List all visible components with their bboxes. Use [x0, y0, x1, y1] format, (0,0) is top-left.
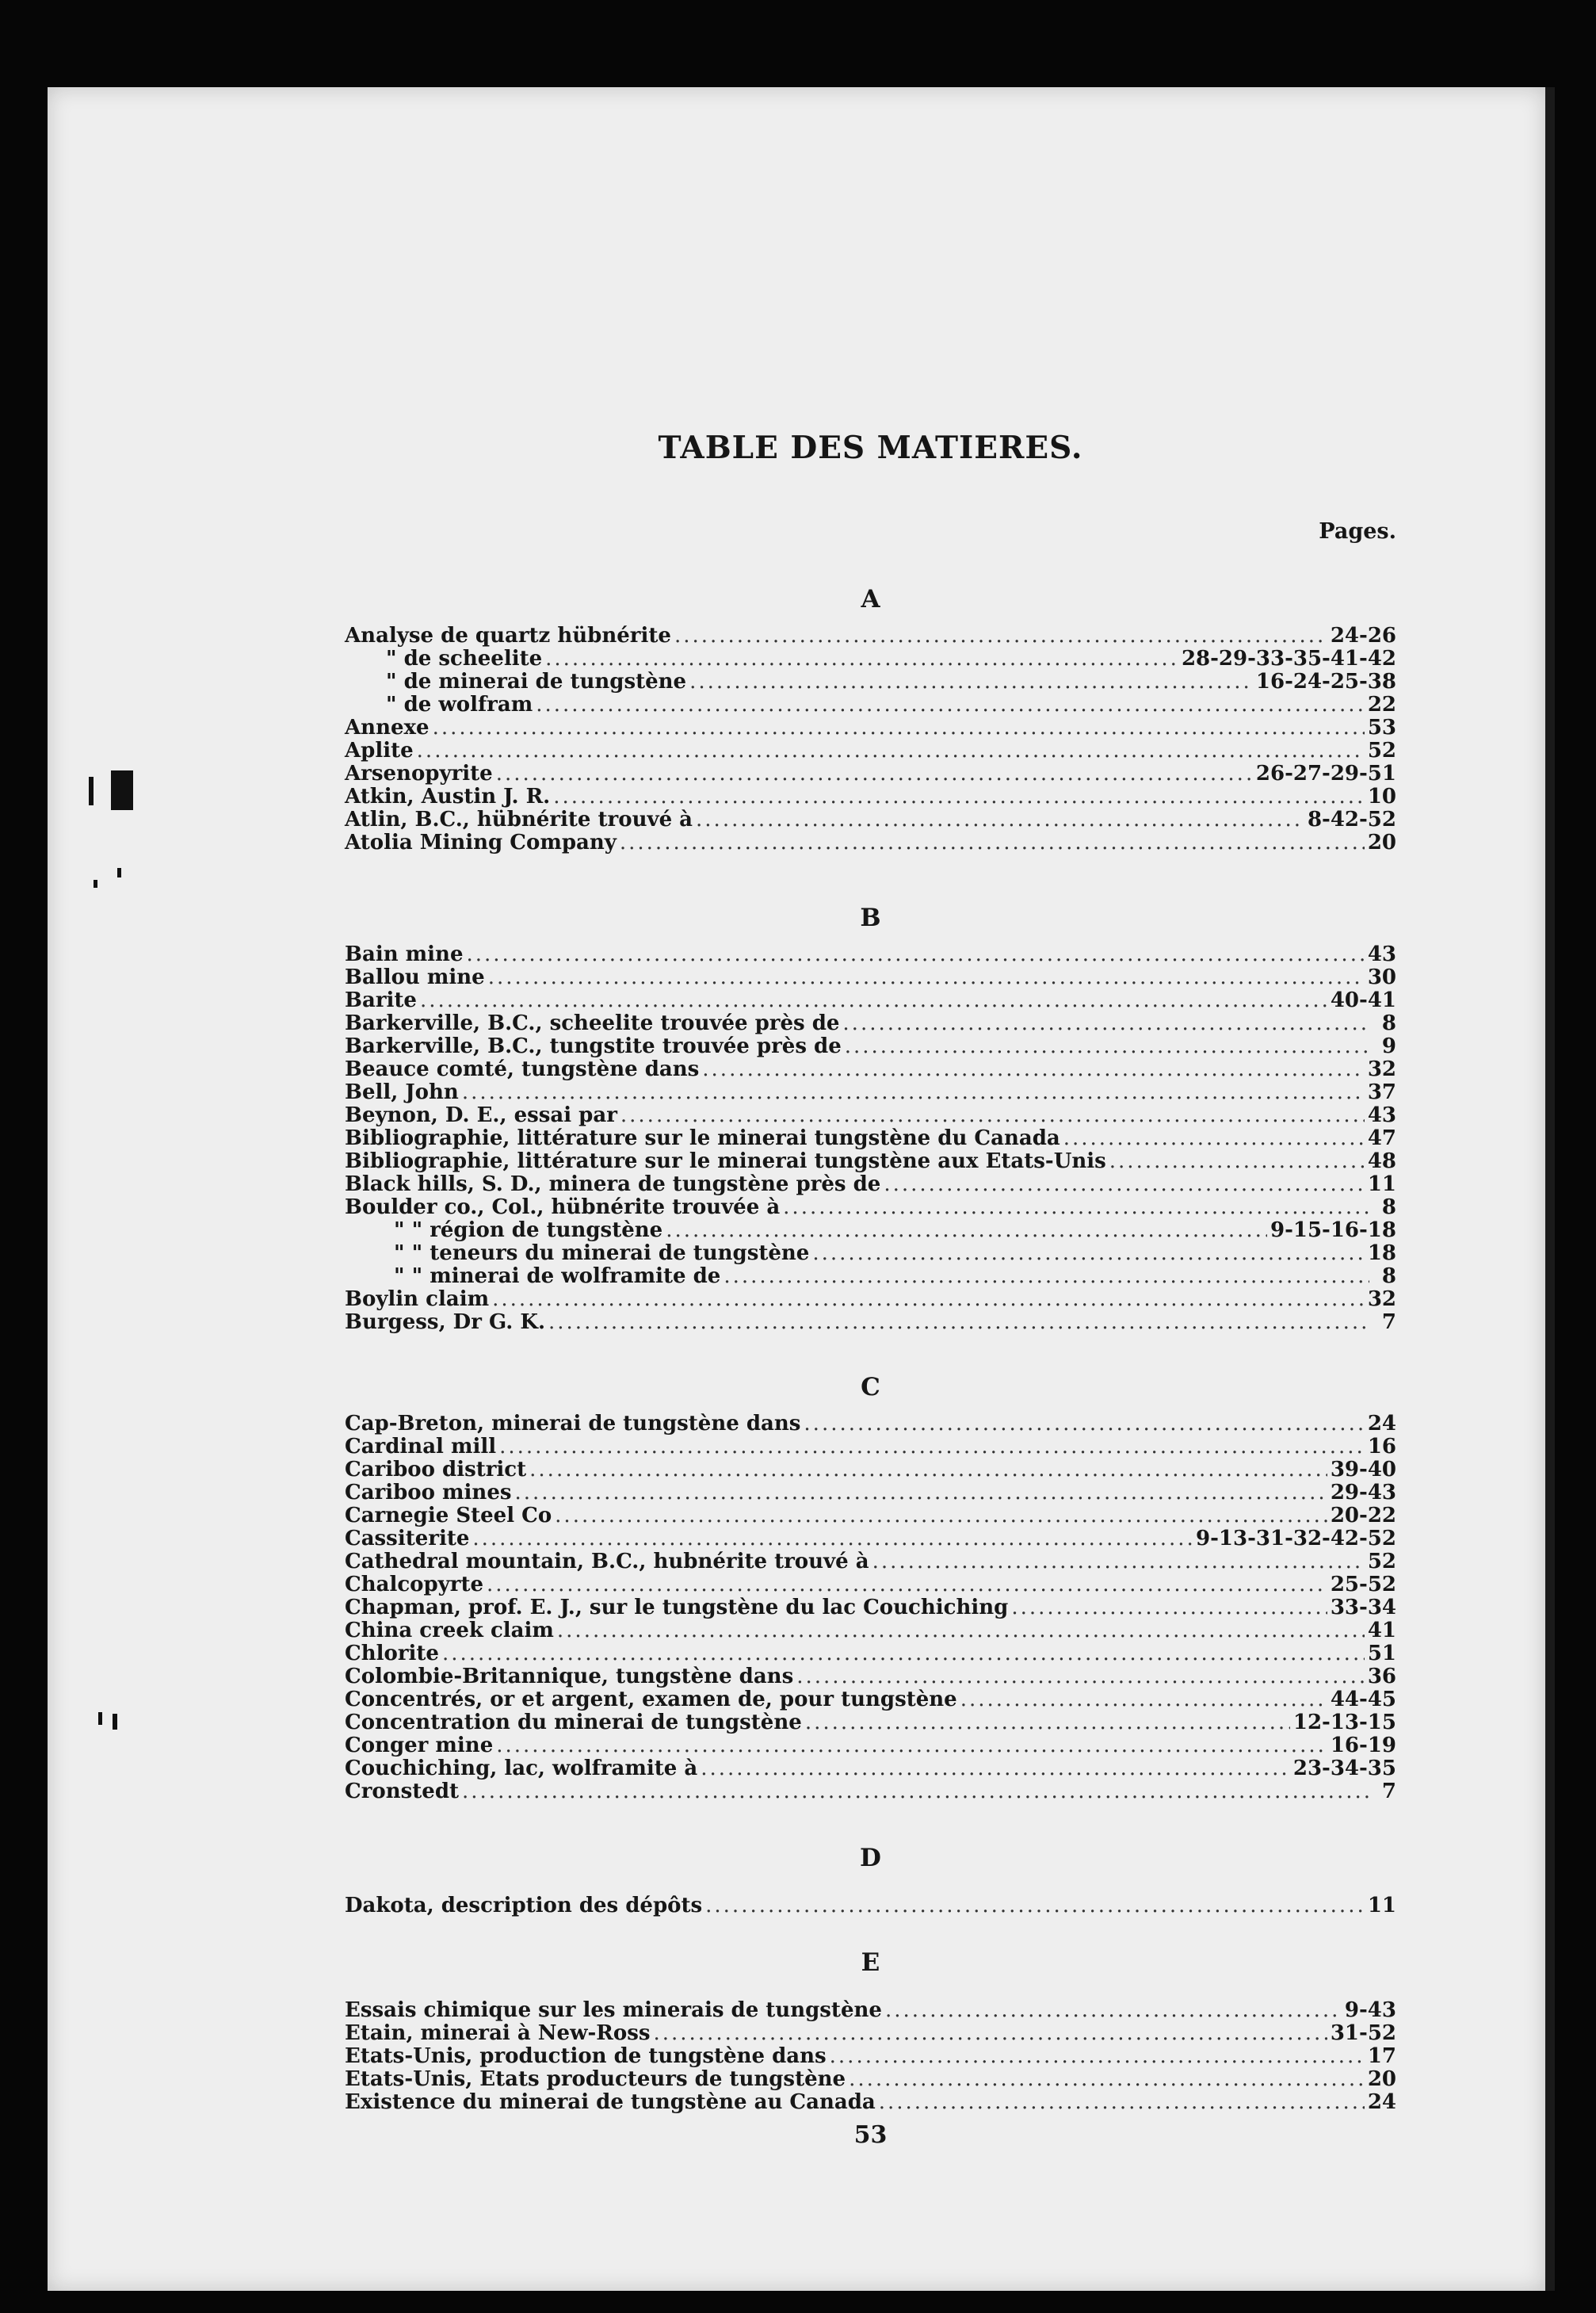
index-entry	[345, 671, 1396, 694]
leader-dots	[620, 832, 1365, 854]
index-entry	[345, 1573, 1396, 1596]
page-title: TABLE DES MATIERES.	[658, 430, 1083, 466]
entry-pages: 20	[1367, 831, 1396, 854]
entry-pages: 16	[1367, 1435, 1396, 1459]
page-number: 53	[853, 2121, 888, 2149]
entry-text: Dakota, description des dépôts	[345, 1894, 703, 1917]
leader-dots	[420, 989, 1327, 1012]
entry-pages: 26-27-29-51	[1255, 762, 1396, 786]
entry-text: China creek claim	[345, 1619, 554, 1642]
index-entry	[345, 2068, 1396, 2091]
leader-dots	[496, 763, 1253, 786]
entry-text: Etain, minerai à New-Ross	[345, 2021, 651, 2045]
entry-text: Aplite	[345, 739, 414, 763]
entry-text: Atolia Mining Company	[345, 831, 617, 854]
index-entry	[345, 1780, 1396, 1803]
entry-pages: 24	[1367, 2090, 1396, 2114]
leader-dots	[842, 1012, 1369, 1035]
index-entry	[345, 1894, 1396, 1917]
leader-dots	[805, 1711, 1290, 1734]
entry-pages: 24-26	[1330, 624, 1396, 648]
leader-dots	[674, 625, 1327, 648]
entry-text: Boulder co., Col., hübnérite trouvée à	[345, 1195, 781, 1219]
entry-pages: 52	[1367, 739, 1396, 763]
leader-dots	[689, 671, 1253, 694]
entry-pages: 43	[1367, 942, 1396, 966]
entry-text: Existence du minerai de tungstène au Canada	[345, 2090, 876, 2114]
entry-text: Bell, John	[345, 1080, 459, 1104]
entry-pages: 40-41	[1330, 988, 1396, 1012]
index-entry	[345, 1288, 1396, 1311]
entry-pages: 23-34-35	[1292, 1757, 1396, 1780]
index-entry	[345, 1242, 1396, 1265]
leader-dots	[472, 1527, 1193, 1550]
entry-pages: 32	[1367, 1287, 1396, 1311]
entry-pages: 7	[1381, 1310, 1396, 1334]
leader-dots	[696, 809, 1304, 832]
entry-pages: 47	[1367, 1126, 1396, 1150]
index-entry	[345, 1734, 1396, 1757]
index-entry	[345, 1504, 1396, 1527]
entry-text: Cap-Breton, minerai de tungstène dans	[345, 1412, 801, 1436]
leader-dots	[804, 1413, 1364, 1436]
entry-text: Bain mine	[345, 942, 464, 966]
section-letter: A	[861, 585, 880, 614]
leader-dots	[885, 1999, 1342, 2022]
entry-pages: 31-52	[1330, 2021, 1396, 2045]
entry-text: Conger mine	[345, 1734, 494, 1757]
margin-mark	[113, 1714, 117, 1730]
index-entry	[345, 832, 1396, 854]
leader-dots	[960, 1688, 1327, 1711]
leader-dots	[701, 1757, 1290, 1780]
entry-text: Cathedral mountain, B.C., hubnérite trouvé à	[345, 1550, 869, 1573]
index-entry	[345, 648, 1396, 671]
index-entry	[345, 1219, 1396, 1242]
index-entry	[345, 1642, 1396, 1665]
index-entry	[345, 1688, 1396, 1711]
leader-dots	[462, 1780, 1369, 1803]
leader-dots	[515, 1481, 1327, 1504]
index-entry	[345, 740, 1396, 763]
index-entry	[345, 2022, 1396, 2045]
entry-text: " de wolfram	[386, 693, 533, 717]
index-entry	[345, 1173, 1396, 1196]
entry-text: Cardinal mill	[345, 1435, 497, 1459]
section-letter: E	[861, 1948, 880, 1977]
leader-dots	[442, 1642, 1365, 1665]
leader-dots	[557, 1619, 1365, 1642]
margin-mark	[94, 880, 97, 888]
entry-text: Cariboo mines	[345, 1481, 512, 1504]
entry-pages: 20	[1367, 2067, 1396, 2091]
index-entry	[345, 1058, 1396, 1081]
leader-dots	[1109, 1150, 1365, 1173]
entry-pages: 10	[1367, 785, 1396, 809]
leader-dots	[536, 694, 1365, 717]
entry-pages: 36	[1367, 1665, 1396, 1688]
entry-pages: 24	[1367, 1412, 1396, 1436]
entry-pages: 8	[1381, 1011, 1396, 1035]
entry-text: Barkerville, B.C., tungstite trouvée près de	[345, 1034, 842, 1058]
entry-pages: 8	[1381, 1195, 1396, 1219]
index-entry	[345, 625, 1396, 648]
section-e	[345, 1948, 1396, 2114]
entry-pages: 9	[1381, 1034, 1396, 1058]
index-entry	[345, 1035, 1396, 1058]
leader-dots	[487, 1573, 1327, 1596]
entry-pages: 20-22	[1330, 1504, 1396, 1527]
index-entry	[345, 1413, 1396, 1436]
entry-text: Chapman, prof. E. J., sur le tungstène du lac Couchiching	[345, 1596, 1009, 1619]
entry-pages: 44-45	[1330, 1688, 1396, 1711]
index-entry	[345, 1999, 1396, 2022]
entry-text: Chlorite	[345, 1642, 439, 1665]
leader-dots	[666, 1219, 1267, 1242]
entry-text: Barite	[345, 988, 417, 1012]
leader-dots	[553, 786, 1365, 809]
entry-pages: 30	[1367, 965, 1396, 989]
index-entry	[345, 1596, 1396, 1619]
index-entry	[345, 1012, 1396, 1035]
entry-text: Couchiching, lac, wolframite à	[345, 1757, 698, 1780]
leader-dots	[724, 1265, 1369, 1288]
entry-pages: 8	[1381, 1264, 1396, 1288]
leader-dots	[783, 1196, 1369, 1219]
entry-pages: 28-29-33-35-41-42	[1181, 647, 1396, 671]
entry-pages: 52	[1367, 1550, 1396, 1573]
leader-dots	[653, 2022, 1327, 2045]
entry-pages: 11	[1367, 1894, 1396, 1917]
leader-dots	[529, 1459, 1327, 1481]
entry-pages: 43	[1367, 1103, 1396, 1127]
leader-dots	[499, 1436, 1365, 1459]
entry-pages: 48	[1367, 1149, 1396, 1173]
index-entry	[345, 1104, 1396, 1127]
entry-pages: 29-43	[1330, 1481, 1396, 1504]
section-d	[345, 1844, 1396, 1917]
entry-text: Beynon, D. E., essai par	[345, 1103, 617, 1127]
entry-text: Burgess, Dr G. K.	[345, 1310, 546, 1334]
leader-dots	[492, 1288, 1365, 1311]
index-entry	[345, 966, 1396, 989]
margin-mark	[89, 777, 94, 805]
entry-pages: 18	[1367, 1241, 1396, 1265]
index-entry	[345, 1550, 1396, 1573]
leader-dots	[620, 1104, 1365, 1127]
leader-dots	[702, 1058, 1365, 1081]
entry-pages: 12-13-15	[1292, 1711, 1396, 1734]
index-entry	[345, 717, 1396, 740]
entry-text: Atkin, Austin J. R.	[345, 785, 551, 809]
leader-dots	[467, 943, 1365, 966]
entry-text: " " minerai de wolframite de	[394, 1264, 721, 1288]
entry-pages: 17	[1367, 2044, 1396, 2068]
leader-dots	[845, 1035, 1369, 1058]
entry-text: " de scheelite	[386, 647, 543, 671]
entry-text: Analyse de quartz hübnérite	[345, 624, 671, 648]
leader-dots	[1011, 1596, 1327, 1619]
leader-dots	[417, 740, 1365, 763]
leader-dots	[796, 1665, 1365, 1688]
leader-dots	[433, 717, 1365, 740]
index-entry	[345, 2091, 1396, 2114]
section-a	[345, 585, 1396, 854]
entry-pages: 22	[1367, 693, 1396, 717]
entry-pages: 39-40	[1330, 1458, 1396, 1481]
entry-text: Cariboo district	[345, 1458, 527, 1481]
entry-text: Annexe	[345, 716, 430, 740]
entry-text: Etats-Unis, production de tungstène dans	[345, 2044, 827, 2068]
entry-pages: 16-24-25-38	[1255, 670, 1396, 694]
margin-mark	[111, 770, 133, 810]
entry-pages: 11	[1367, 1172, 1396, 1196]
entry-text: Barkerville, B.C., scheelite trouvée près de	[345, 1011, 840, 1035]
index-entry	[345, 763, 1396, 786]
index-entry	[345, 1481, 1396, 1504]
entry-pages: 9-15-16-18	[1270, 1218, 1396, 1242]
entry-text: Carnegie Steel Co	[345, 1504, 552, 1527]
margin-mark	[117, 868, 121, 877]
index-entry	[345, 1711, 1396, 1734]
entry-pages: 41	[1367, 1619, 1396, 1642]
index-entry	[345, 1527, 1396, 1550]
entry-text: Chalcopyrte	[345, 1573, 484, 1596]
entry-text: Atlin, B.C., hübnérite trouvé à	[345, 808, 693, 832]
entry-text: Ballou mine	[345, 965, 485, 989]
entry-text: Colombie-Britannique, tungstène dans	[345, 1665, 794, 1688]
scanned-page	[48, 87, 1545, 2291]
entry-text: Bibliographie, littérature sur le minerai tungstène aux Etats-Unis	[345, 1149, 1106, 1173]
index-entry	[345, 1150, 1396, 1173]
leader-dots	[488, 966, 1365, 989]
section-letter: C	[861, 1373, 880, 1401]
entry-pages: 9-43	[1344, 1998, 1396, 2022]
entry-text: Cronstedt	[345, 1780, 460, 1803]
leader-dots	[830, 2045, 1365, 2068]
section-letter: D	[860, 1844, 881, 1872]
entry-text: Cassiterite	[345, 1527, 470, 1550]
index-entry	[345, 1757, 1396, 1780]
entry-text: Concentrés, or et argent, examen de, pour tungstène	[345, 1688, 957, 1711]
index-entry	[345, 943, 1396, 966]
entry-text: " " région de tungstène	[394, 1218, 663, 1242]
section-b	[345, 904, 1396, 1334]
entry-pages: 33-34	[1330, 1596, 1396, 1619]
entry-text: Black hills, S. D., minera de tungstène près de	[345, 1172, 881, 1196]
entry-pages: 8-42-52	[1307, 808, 1396, 832]
leader-dots	[705, 1894, 1365, 1917]
leader-dots	[872, 1550, 1365, 1573]
index-entry	[345, 786, 1396, 809]
entry-pages: 9-13-31-32-42-52	[1196, 1527, 1396, 1550]
entry-text: Etats-Unis, Etats producteurs de tungstène	[345, 2067, 846, 2091]
leader-dots	[812, 1242, 1364, 1265]
index-entry	[345, 1311, 1396, 1334]
entry-pages: 51	[1367, 1642, 1396, 1665]
entry-text: Concentration du minerai de tungstène	[345, 1711, 802, 1734]
entry-text: " de minerai de tungstène	[386, 670, 687, 694]
pages-column-label: Pages.	[1319, 519, 1396, 544]
entry-pages: 32	[1367, 1057, 1396, 1081]
entry-text: Arsenopyrite	[345, 762, 493, 786]
entry-text: " " teneurs du minerai de tungstène	[394, 1241, 810, 1265]
index-entry	[345, 694, 1396, 717]
entry-text: Boylin claim	[345, 1287, 490, 1311]
leader-dots	[496, 1734, 1327, 1757]
leader-dots	[879, 2091, 1365, 2114]
leader-dots	[555, 1504, 1327, 1527]
leader-dots	[1063, 1127, 1365, 1150]
entry-pages: 16-19	[1330, 1734, 1396, 1757]
margin-mark	[98, 1712, 102, 1725]
entry-text: Essais chimique sur les minerais de tungstène	[345, 1998, 882, 2022]
index-entry	[345, 1127, 1396, 1150]
index-entry	[345, 1436, 1396, 1459]
entry-text: Beauce comté, tungstène dans	[345, 1057, 700, 1081]
index-entry	[345, 1265, 1396, 1288]
section-c	[345, 1373, 1396, 1803]
index-entry	[345, 1619, 1396, 1642]
index-entry	[345, 1665, 1396, 1688]
entry-pages: 7	[1381, 1780, 1396, 1803]
index-entry	[345, 1196, 1396, 1219]
leader-dots	[545, 648, 1178, 671]
leader-dots	[548, 1311, 1369, 1334]
entry-pages: 53	[1367, 716, 1396, 740]
leader-dots	[849, 2068, 1365, 2091]
index-entry	[345, 989, 1396, 1012]
leader-dots	[462, 1081, 1365, 1104]
entry-pages: 25-52	[1330, 1573, 1396, 1596]
entry-pages: 37	[1367, 1080, 1396, 1104]
entry-text: Bibliographie, littérature sur le minerai tungstène du Canada	[345, 1126, 1060, 1150]
leader-dots	[884, 1173, 1364, 1196]
index-entry	[345, 2045, 1396, 2068]
index-entry	[345, 1081, 1396, 1104]
index-entry	[345, 809, 1396, 832]
index-entry	[345, 1459, 1396, 1481]
section-letter: B	[860, 904, 881, 932]
